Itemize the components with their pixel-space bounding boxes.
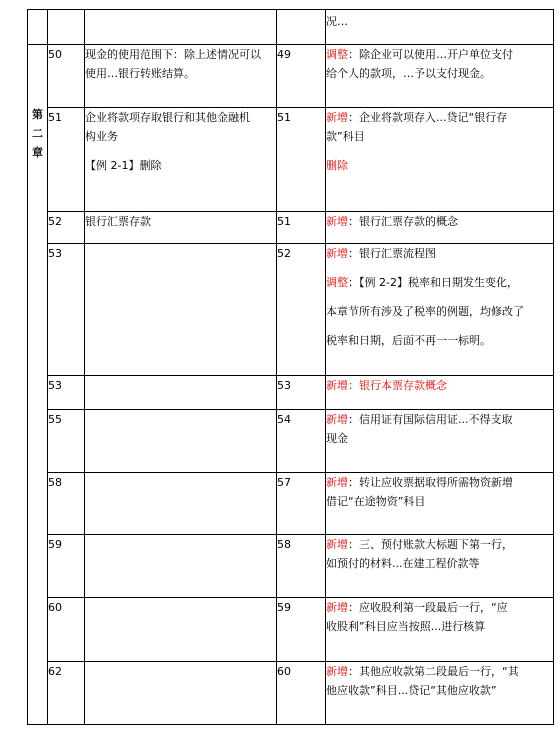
change-text: 况… <box>326 15 348 28</box>
table-row <box>28 10 554 45</box>
change-text: ：应收股利第一段最后一行，“应 <box>348 601 508 614</box>
table-row <box>28 598 554 662</box>
table-row <box>28 535 554 598</box>
new-content <box>326 598 554 662</box>
old-page-number <box>48 10 85 45</box>
new-content <box>326 108 554 212</box>
change-tag: 新增 <box>326 111 348 124</box>
change-text: 如预付的材料...在建工程价款等 <box>326 557 480 570</box>
new-content <box>326 662 554 725</box>
change-text: ：银行汇票流程图 <box>348 247 436 260</box>
change-text: 给个人的款项，…予以支付现金。 <box>326 67 491 80</box>
old-page-number: 59 <box>48 535 85 598</box>
new-content-line <box>326 662 553 681</box>
new-page-number: 49 <box>277 45 326 108</box>
table-body <box>28 10 554 725</box>
new-content <box>326 45 554 108</box>
old-content-line: 现金的使用范围下：除上述情况可以 <box>85 48 261 61</box>
new-content-line <box>326 212 553 231</box>
new-page-number: 57 <box>277 473 326 535</box>
new-page-number: 60 <box>277 662 326 725</box>
new-content-line <box>326 302 553 321</box>
chapter-label <box>28 45 48 725</box>
new-content <box>326 535 554 598</box>
table-row <box>28 244 554 376</box>
new-content-line <box>326 492 553 511</box>
change-tag: 新增 <box>326 215 348 228</box>
new-content-line <box>326 617 553 636</box>
new-content <box>326 410 554 473</box>
new-content <box>326 244 554 376</box>
old-content <box>85 535 277 598</box>
new-content-line <box>326 376 553 395</box>
new-content <box>326 212 554 244</box>
new-page-number: 53 <box>277 376 326 410</box>
new-content-line <box>326 244 553 263</box>
new-content <box>326 376 554 410</box>
old-page-number: 53 <box>48 244 85 376</box>
new-content-line <box>326 598 553 617</box>
old-page-number: 53 <box>48 376 85 410</box>
change-text: 款”科目 <box>326 130 365 143</box>
table-row <box>28 473 554 535</box>
change-tag: 新增 <box>326 247 348 260</box>
change-text: 借记“在途物资”科目 <box>326 495 426 508</box>
comparison-table <box>27 9 554 725</box>
old-content <box>85 376 277 410</box>
old-page-number: 51 <box>48 108 85 212</box>
old-content <box>85 10 277 45</box>
change-text: ：银行汇票存款的概念 <box>348 215 458 228</box>
new-content-line <box>326 331 553 350</box>
table-row <box>28 410 554 473</box>
change-tag: 调整 <box>326 48 348 61</box>
change-text: ：三、预付账款大标题下第一行， <box>348 538 513 551</box>
new-content-line <box>326 273 553 292</box>
chapter-char: 二 <box>32 127 43 140</box>
old-content <box>85 108 277 212</box>
new-content-line <box>326 410 553 429</box>
change-tag: 删除 <box>326 159 348 172</box>
new-content-line <box>326 108 553 127</box>
change-tag: 新增 <box>326 665 348 678</box>
old-content <box>85 244 277 376</box>
new-page-number: 51 <box>277 108 326 212</box>
change-text: 他应收款”科目...贷记“其他应收款” <box>326 684 497 697</box>
change-text: ：转让应收票据取得所需物资新增 <box>348 476 513 489</box>
change-text: ：企业将款项存入...贷记“银行存 <box>348 111 508 124</box>
change-tag: 新增 <box>326 601 348 614</box>
old-page-number: 52 <box>48 212 85 244</box>
old-content-line: 【例 2-1】删除 <box>85 159 162 172</box>
change-text: ：其他应收款第二段最后一行，“其 <box>348 665 519 678</box>
table-row <box>28 108 554 212</box>
new-page-number <box>277 10 326 45</box>
old-content <box>85 410 277 473</box>
change-text: 现金 <box>326 432 348 445</box>
new-content-line <box>326 535 553 554</box>
table-row <box>28 212 554 244</box>
new-content-line <box>326 156 553 175</box>
new-page-number: 54 <box>277 410 326 473</box>
change-tag: 新增 <box>326 476 348 489</box>
new-content-line <box>326 12 553 31</box>
old-content <box>85 598 277 662</box>
new-page-number: 59 <box>277 598 326 662</box>
new-content-line <box>326 64 553 83</box>
old-page-number: 50 <box>48 45 85 108</box>
table-row <box>28 376 554 410</box>
new-page-number: 58 <box>277 535 326 598</box>
change-text: ：信用证有国际信用证...不得支取 <box>348 413 513 426</box>
new-content-line <box>326 554 553 573</box>
new-content-line <box>326 429 553 448</box>
new-content-line <box>326 127 553 146</box>
old-content-line: 银行汇票存款 <box>85 215 151 228</box>
old-content <box>85 473 277 535</box>
old-page-number: 60 <box>48 598 85 662</box>
old-content <box>85 662 277 725</box>
change-text: 收股利”科目应当按照...进行核算 <box>326 620 486 633</box>
new-page-number: 52 <box>277 244 326 376</box>
change-tag: 新增 <box>326 413 348 426</box>
new-content <box>326 473 554 535</box>
chapter-cell-top <box>28 10 48 45</box>
old-content-line: 企业将款项存取银行和其他金融机 <box>85 111 250 124</box>
new-content <box>326 10 554 45</box>
chapter-char: 第 <box>32 108 43 121</box>
new-content-line <box>326 45 553 64</box>
table-row <box>28 662 554 725</box>
change-text: ：银行本票存款概念 <box>348 379 447 392</box>
change-tag: 新增 <box>326 538 348 551</box>
new-content-line <box>326 473 553 492</box>
new-page-number: 51 <box>277 212 326 244</box>
change-tag: 调整 <box>326 276 348 289</box>
old-content-line: 构业务 <box>85 130 118 143</box>
change-text: 税率和日期，后面不再一一标明。 <box>326 334 491 347</box>
old-page-number: 62 <box>48 662 85 725</box>
change-text: ：除企业可以使用…开户单位支付 <box>348 48 513 61</box>
table-row <box>28 45 554 108</box>
change-tag: 新增 <box>326 379 348 392</box>
old-page-number: 55 <box>48 410 85 473</box>
old-page-number: 58 <box>48 473 85 535</box>
new-content-line <box>326 681 553 700</box>
old-content <box>85 45 277 108</box>
chapter-char: 章 <box>32 146 43 159</box>
old-content <box>85 212 277 244</box>
old-content-line: 使用…银行转账结算。 <box>85 67 195 80</box>
change-text: 本章节所有涉及了税率的例题，均修改了 <box>326 305 524 318</box>
change-text: ：【例 2-2】税率和日期发生变化， <box>348 276 518 289</box>
